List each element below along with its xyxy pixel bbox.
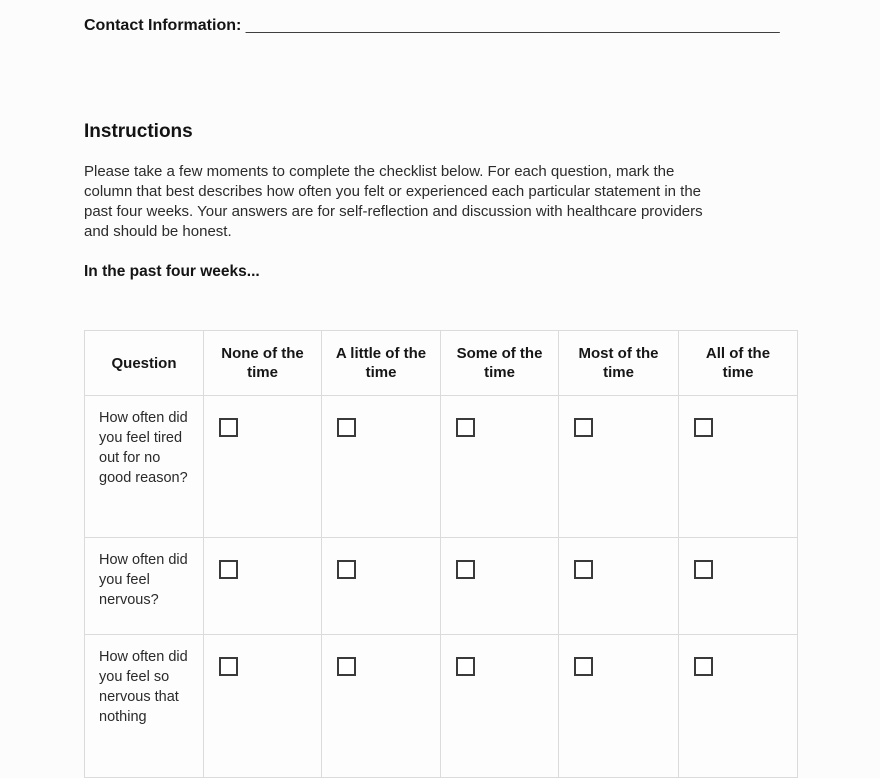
answer-cell xyxy=(559,538,679,635)
instructions-heading: Instructions xyxy=(84,121,193,142)
column-header-none-of-the-time: None of the time xyxy=(204,331,322,396)
answer-cell xyxy=(322,538,441,635)
checkbox-unchecked[interactable] xyxy=(337,560,356,579)
answer-cell xyxy=(441,635,559,778)
answer-cell xyxy=(559,635,679,778)
question-cell: How often did you feel tired out for no good reason? xyxy=(85,396,204,538)
contact-row xyxy=(84,15,796,37)
instructions-line: past four weeks. Your answers are for self-reflection and discussion with healthcare providers xyxy=(84,203,703,220)
question-cell: How often did you feel so nervous that nothing xyxy=(85,635,204,778)
answer-cell xyxy=(204,396,322,538)
question-cell: How often did you feel nervous? xyxy=(85,538,204,635)
answer-cell xyxy=(679,635,798,778)
checkbox-unchecked[interactable] xyxy=(694,560,713,579)
instructions-line: Please take a few moments to complete the checklist below. For each question, mark the xyxy=(84,163,675,180)
column-header-most-of-the-time: Most of the time xyxy=(559,331,679,396)
answer-cell xyxy=(679,396,798,538)
checkbox-unchecked[interactable] xyxy=(219,418,238,437)
timeframe-label: In the past four weeks... xyxy=(84,263,260,280)
instructions-line: column that best describes how often you felt or experienced each particular statement in the xyxy=(84,183,702,200)
checkbox-unchecked[interactable] xyxy=(574,418,593,437)
answer-cell xyxy=(204,635,322,778)
instructions-line: and should be honest. xyxy=(84,223,232,240)
column-header-question: Question xyxy=(85,331,204,396)
checkbox-unchecked[interactable] xyxy=(574,560,593,579)
contact-blank-line: ____________________________________________________________ xyxy=(245,17,780,34)
checklist-table xyxy=(84,330,798,778)
checkbox-unchecked[interactable] xyxy=(456,560,475,579)
checkbox-unchecked[interactable] xyxy=(337,418,356,437)
answer-cell xyxy=(322,396,441,538)
checkbox-unchecked[interactable] xyxy=(219,560,238,579)
document-page xyxy=(0,15,880,725)
answer-cell xyxy=(322,635,441,778)
answer-cell xyxy=(679,538,798,635)
column-header-a-little-of-the-time: A little of the time xyxy=(322,331,441,396)
document-content xyxy=(0,15,880,778)
answer-cell xyxy=(441,538,559,635)
table-row xyxy=(85,538,798,635)
answer-cell xyxy=(441,396,559,538)
answer-cell xyxy=(559,396,679,538)
checkbox-unchecked[interactable] xyxy=(456,418,475,437)
answer-cell xyxy=(204,538,322,635)
table-header-row xyxy=(85,331,798,396)
table-row xyxy=(85,635,798,778)
table-row xyxy=(85,396,798,538)
column-header-some-of-the-time: Some of the time xyxy=(441,331,559,396)
contact-label: Contact Information: xyxy=(84,17,242,34)
instructions-paragraph xyxy=(84,162,799,242)
column-header-all-of-the-time: All of the time xyxy=(679,331,798,396)
checkbox-unchecked[interactable] xyxy=(694,418,713,437)
